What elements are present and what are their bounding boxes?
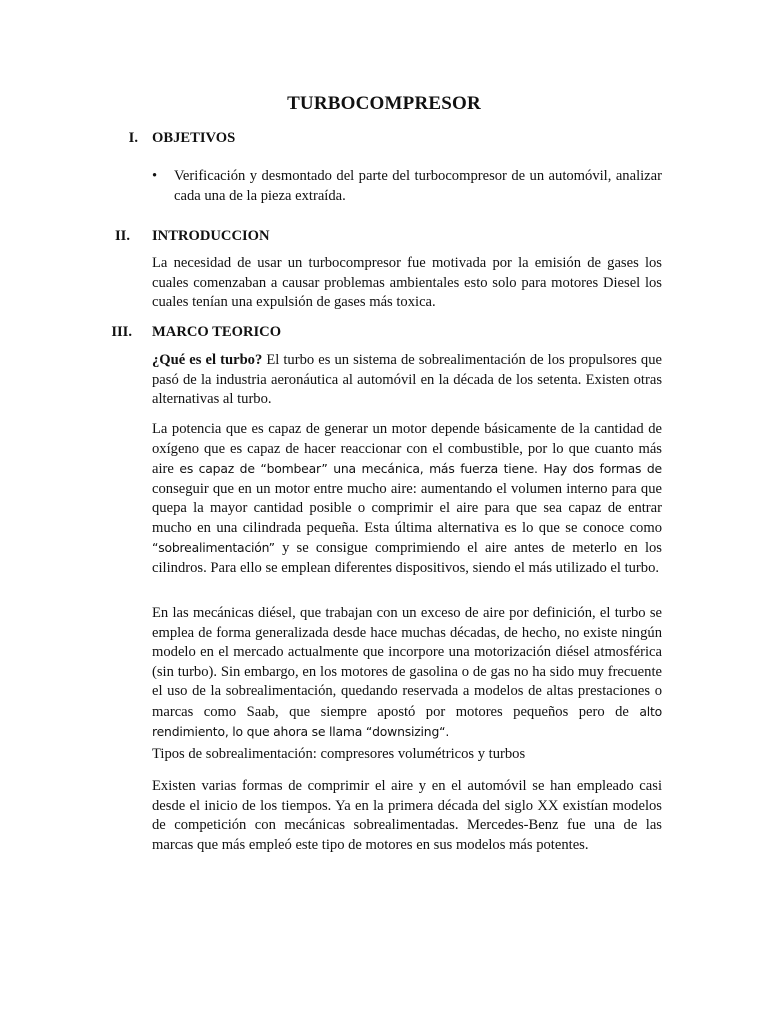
bullet-text: Verificación y desmontado del parte del turbocompresor de un automóvil, analizar cada una de la pieza extraída.	[174, 168, 662, 204]
marco-paragraph-tipos: Tipos de sobrealimentación: compresores volumétricos y turbos	[152, 746, 526, 762]
section-title: MARCO TEORICO	[152, 324, 282, 340]
marco-paragraph-what-is-turbo	[152, 351, 662, 410]
text-run-sans: “sobrealimentación”	[152, 540, 275, 555]
marco-paragraph-power	[152, 420, 662, 578]
document-title: TURBOCOMPRESOR	[287, 93, 481, 114]
marco-paragraph-historia: Existen varias formas de comprimir el aire y en el automóvil se han empleado casi desde el inicio de los tiempos. Ya en la primera década del siglo XX existían modelos de competición con mecánicas sobrealimentadas. Mercedes-Benz fue una de las marcas que más empleó este tipo de motores en sus modelos más potentes.	[152, 778, 662, 853]
text-run-sans: es capaz de “bombear” una mecánica, más fuerza tiene. Hay dos formas de	[179, 461, 662, 476]
section-number: III.	[111, 324, 132, 340]
section-title: INTRODUCCION	[152, 228, 270, 244]
text-run-sans: alto rendimiento, lo que ahora se llama “downsizing“.	[152, 703, 662, 739]
text-run: y se consigue comprimiendo el aire antes de meterlo en los cilindros. Para ello se emplean diferentes dispositivos, siendo el más utilizado el turbo.	[152, 540, 662, 576]
introduccion-paragraph: La necesidad de usar un turbocompresor fue motivada por la emisión de gases los cuales comenzaban a causar problemas ambientales esto solo para motores Diesel los cuales tenían una expulsión de gases más toxica.	[152, 255, 662, 310]
marco-paragraph-diesel	[152, 604, 662, 743]
question-bold: ¿Qué es el turbo?	[152, 352, 263, 368]
text-run: La potencia que es capaz de generar un motor depende básicamente de la cantidad de oxígeno que es capaz de hacer reaccionar con el combustible, por lo que cuanto más aire	[152, 421, 662, 477]
section-number: I.	[128, 130, 138, 146]
section-title: OBJETIVOS	[152, 130, 236, 146]
text-run: En las mecánicas diésel, que trabajan con un exceso de aire por definición, el turbo se emplea de forma generalizada desde hace muchas décadas, de hecho, no existe ningún modelo en el mercado actualmente que incorpore una motorización diésel atmosférica (sin turbo). Sin embargo, en los motores de gasolina o de gas no ha sido muy frecuente el uso de la sobrealimentación, quedando reservada a modelos de altas prestaciones o marcas como Saab, que siempre apostó por motores pequeños pero de	[152, 605, 662, 720]
text-run: conseguir que en un motor entre mucho aire: aumentando el volumen interno para que quepa la mayor cantidad posible o comprimir el aire para que sea capaz de entrar mucho en una cilindrada pequeña. Esta última alternativa es lo que se conoce como	[152, 480, 662, 536]
section-number: II.	[114, 228, 130, 244]
question-answer: El turbo es un sistema de sobrealimentación de los propulsores que pasó de la industria aeronáutica al automóvil en la década de los setenta. Existen otras alternativas al turbo.	[152, 352, 662, 407]
bullet-marker: •	[152, 168, 158, 184]
